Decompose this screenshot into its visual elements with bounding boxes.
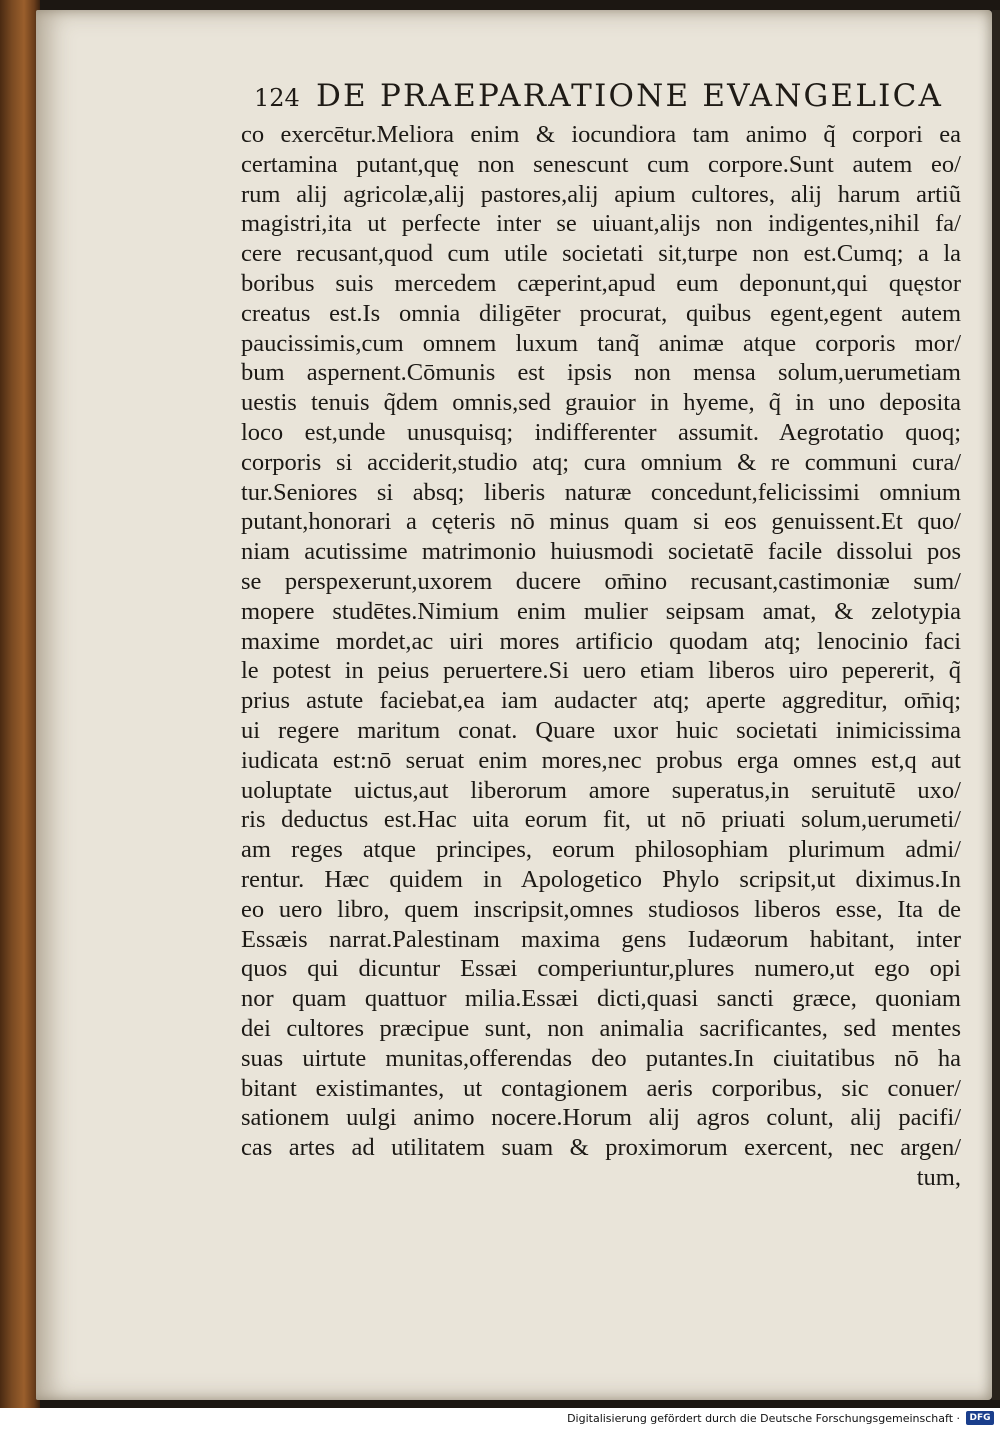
text-line: am reges atque principes, eorum philosophiam plurimum admi/ xyxy=(241,836,961,864)
text-line: corporis si acciderit,studio atq; cura omnium & re communi cura/ xyxy=(241,448,961,476)
text-line: cas artes ad utilitatem suam & proximorum exercent, nec argen/ xyxy=(241,1134,961,1162)
text-line: co exercētur.Meliora enim & iocundiora tam animo q̃ corpori ea xyxy=(241,121,961,148)
text-line: dei cultores præcipue sunt, non animalia sacrificantes, sed mentes xyxy=(241,1014,961,1042)
text-line: uestis tenuis q̃dem omnis,sed grauior in hyeme, q̃ in uno deposita xyxy=(241,389,961,417)
text-line: iudicata est:nō seruat enim mores,nec probus erga omnes est,q aut xyxy=(241,746,961,774)
text-line: ui regere maritum conat. Quare uxor huic societati inimicissima xyxy=(241,716,961,744)
text-line: magistri,ita ut perfecte inter se uiuant,alijs non indigentes,nihil fa/ xyxy=(241,210,961,238)
text-line: paucissimis,cum omnem luxum tanq̃ animæ atque corporis mor/ xyxy=(241,329,961,357)
book-spine xyxy=(0,0,40,1408)
text-line: se perspexerunt,uxorem ducere om̄ino recusant,castimoniæ sum/ xyxy=(241,567,961,595)
text-line: eo uero libro, quem inscripsit,omnes studiosos liberos esse, Ita de xyxy=(241,895,961,923)
text-line: rentur. Hæc quidem in Apologetico Phylo scripsit,ut diximus.In xyxy=(241,865,961,893)
text-line: bitant existimantes, ut contagionem aeris corporibus, sic conuer/ xyxy=(241,1074,961,1102)
text-line: suas uirtute munitas,offerendas deo putantes.In ciuitatibus nō ha xyxy=(241,1044,961,1072)
catchword: tum, xyxy=(916,1163,961,1191)
text-line: uoluptate uictus,aut liberorum amore superatus,in seruitutē uxo/ xyxy=(241,776,961,804)
text-line: putant,honorari a cęteris nō minus quam si eos genuissent.Et quo/ xyxy=(241,508,961,536)
digitization-footer xyxy=(0,1408,1000,1430)
text-line: quos qui dicuntur Essæi comperiuntur,plures numero,ut ego opi xyxy=(241,955,961,983)
page-edge-shadow xyxy=(992,10,1000,1400)
text-line: nor quam quattuor milia.Essæi dicti,quasi sancti græce, quoniam xyxy=(241,985,961,1013)
running-title: DE PRAEPARATIONE EVANGELICA xyxy=(316,78,944,114)
text-line: mopere studētes.Nimium enim mulier seipsam amat, & zelotypia xyxy=(241,597,961,625)
text-line: ris deductus est.Hac uita eorum fit, ut nō priuati solum,uerumeti/ xyxy=(241,806,961,834)
text-line: Essæis narrat.Palestinam maxima gens Iudæorum habitant, inter xyxy=(241,925,961,953)
digitization-note: Digitalisierung gefördert durch die Deutsche Forschungsgemeinschaft · xyxy=(567,1412,960,1425)
text-line: loco est,unde unusquisq; indifferenter assumit. Aegrotatio quoq; xyxy=(241,418,961,446)
text-line: certamina putant,quę non senescunt cum corpore.Sunt autem eo/ xyxy=(241,150,961,178)
main-text-block xyxy=(241,120,961,1193)
text-line: sationem uulgi animo nocere.Horum alij agros colunt, alij pacifi/ xyxy=(241,1104,961,1132)
text-line: niam acutissime matrimonio huiusmodi societatē facile dissolui pos xyxy=(241,538,961,566)
text-line: bum aspernent.Cōmunis est ipsis non mensa solum,uerumetiam xyxy=(241,359,961,387)
page-header xyxy=(254,78,960,122)
dfg-logo: DFG xyxy=(966,1411,994,1425)
text-line: le potest in peius peruertere.Si uero etiam liberos uiro pepererit, q̃ xyxy=(241,657,961,685)
text-line: cere recusant,quod cum utile societati sit,turpe non est.Cumq; a la xyxy=(241,240,961,268)
page-number: 124 xyxy=(254,84,300,112)
text-line: prius astute faciebat,ea iam audacter atq; aperte aggreditur, om̄iq; xyxy=(241,687,961,715)
text-line: creatus est.Is omnia diligēter procurat, quibus egent,egent autem xyxy=(241,299,961,327)
text-line: maxime mordet,ac uiri mores artificio quodam atq; lenocinio faci xyxy=(241,627,961,655)
text-line: tur.Seniores si absq; liberis naturæ concedunt,felicissimi omnium xyxy=(241,478,961,506)
text-line: rum alij agricolæ,alij pastores,alij apium cultores, alij harum artiũ xyxy=(241,180,961,208)
text-line: boribus suis mercedem cæperint,apud eum deponunt,qui quęstor xyxy=(241,269,961,297)
